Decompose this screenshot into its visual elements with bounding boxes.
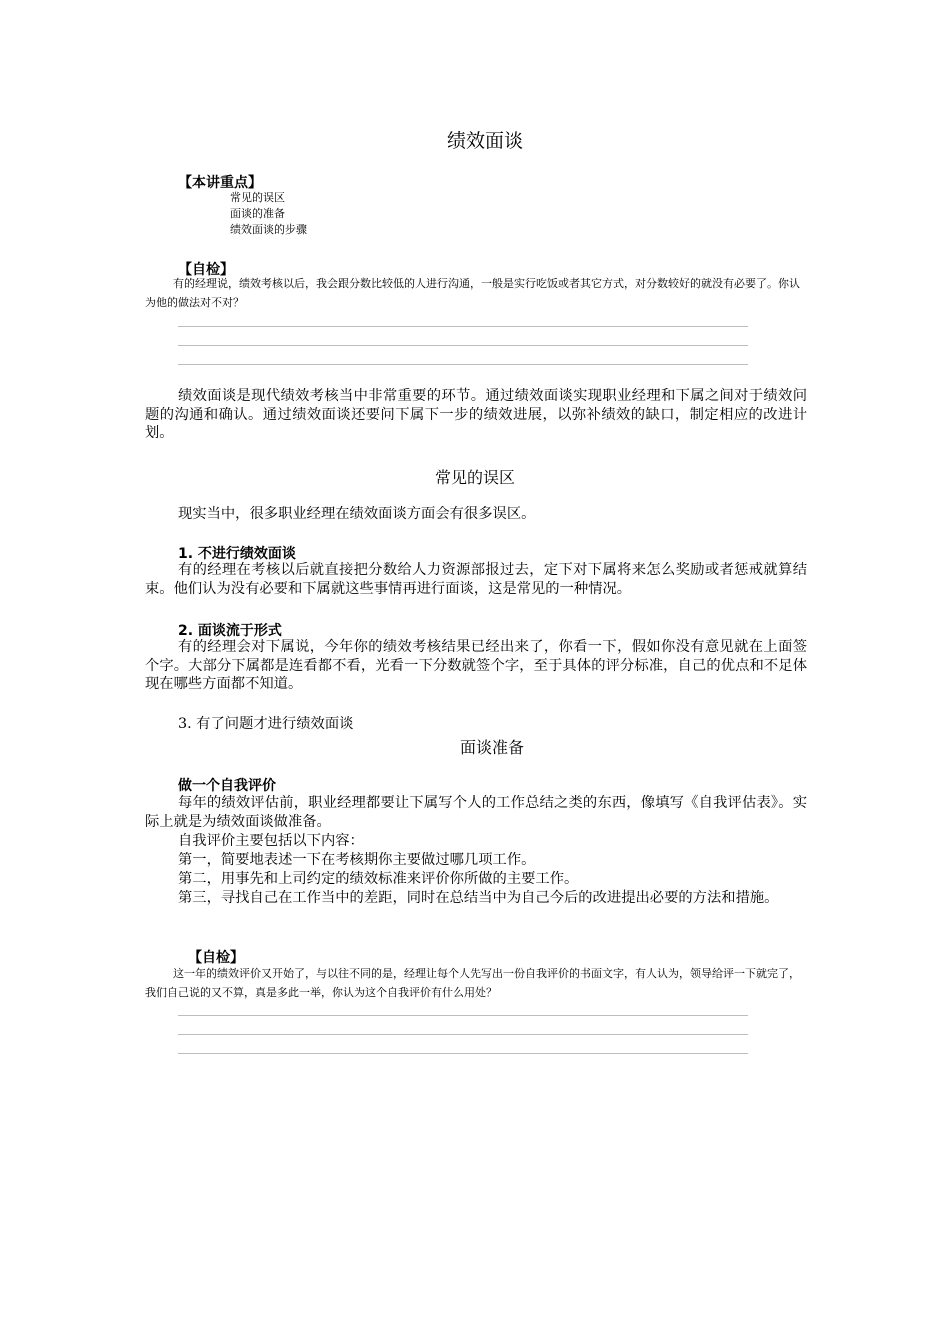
preparation-line: 第一，简要地表述一下在考核期你主要做过哪几项工作。	[178, 852, 536, 868]
self-check-question: 这一年的绩效评价又开始了，与以往不同的是，经理让每个人先写出一份自我评价的书面文字，有人认为，领导给评一下就完了，我们自己说的又不算，真是多此一举，你认为这个自我评价有什么用处？	[145, 967, 800, 999]
misconception-title: 2. 面谈流于形式	[178, 623, 282, 639]
preparation-line: 第二，用事先和上司约定的绩效标准来评价你所做的主要工作。	[178, 871, 579, 887]
misconception-text: 有的经理会对下属说，今年你的绩效考核结果已经出来了，你看一下，假如你没有意见就在上面签个字。大部分下属都是连看都不看，光看一下分数就签个字，至于具体的评分标准，自己的优点和不足体现在哪些方面都不知道。	[145, 639, 807, 692]
section-heading-preparation: 面谈准备	[459, 738, 524, 757]
key-point-item: 面谈的准备	[230, 207, 285, 220]
answer-line[interactable]	[178, 1053, 748, 1054]
misconceptions-intro: 现实当中，很多职业经理在绩效面谈方面会有很多误区。	[178, 506, 536, 522]
self-check-label: 【自检】	[188, 950, 244, 966]
self-check-label: 【自检】	[178, 262, 234, 278]
self-check-question: 有的经理说，绩效考核以后，我会跟分数比较低的人进行沟通，一般是实行吃饭或者其它方式，对分数较好的就没有必要了。你认为他的做法对不对？	[145, 277, 800, 309]
misconception-text: 有的经理在考核以后就直接把分数给人力资源部报过去，定下对下属将来怎么奖励或者惩戒就算结束。他们认为没有必要和下属就这些事情再进行面谈，这是常见的一种情况。	[145, 562, 807, 597]
preparation-subheading: 做一个自我评价	[178, 778, 276, 794]
key-point-item: 常见的误区	[230, 191, 285, 204]
misconception-title: 1. 不进行绩效面谈	[178, 546, 296, 562]
answer-line[interactable]	[178, 345, 748, 346]
preparation-paragraph: 每年的绩效评估前，职业经理都要让下属写个人的工作总结之类的东西，像填写《自我评估表》。实际上就是为绩效面谈做准备。	[145, 795, 807, 830]
answer-line[interactable]	[178, 326, 748, 327]
answer-line[interactable]	[178, 364, 748, 365]
preparation-line: 自我评价主要包括以下内容：	[178, 833, 364, 849]
page-title: 绩效面谈	[446, 130, 523, 152]
key-points-label: 【本讲重点】	[178, 175, 262, 191]
answer-line[interactable]	[178, 1015, 748, 1016]
preparation-paragraph: 第三，寻找自己在工作当中的差距，同时在总结当中为自己今后的改进提出必要的方法和措施。	[178, 890, 779, 906]
intro-paragraph: 绩效面谈是现代绩效考核当中非常重要的环节。通过绩效面谈实现职业经理和下属之间对于绩效问题的沟通和确认。通过绩效面谈还要问下属下一步的绩效进展，以弥补绩效的缺口，制定相应的改进计划。	[145, 388, 807, 441]
section-heading-misconceptions: 常见的误区	[434, 468, 515, 487]
misconception-item-3: 3. 有了问题才进行绩效面谈	[178, 716, 354, 732]
key-point-item: 绩效面谈的步骤	[230, 223, 307, 236]
answer-line[interactable]	[178, 1034, 748, 1035]
